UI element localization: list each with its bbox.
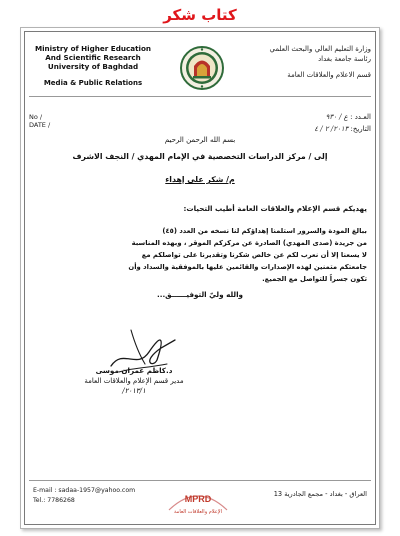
arabic-reference — [231, 111, 371, 135]
english-letterhead — [29, 44, 157, 88]
signer-title: مدير قسم الإعلام والعلاقات العامة — [84, 377, 184, 385]
body-line: تكون جسراً للتواصل مع الجميع. — [262, 275, 367, 283]
greeting: يهديكم قسم الإعلام والعلاقات العامة أطيب التحيات: — [183, 204, 367, 213]
footer-address: العراق - بغداد - مجمع الجادرية 13 — [273, 490, 367, 498]
ar-university: رئاسة جامعة بغداد — [318, 55, 371, 63]
en-ministry: Ministry of Higher Education — [34, 44, 152, 53]
subject-text: م/ شكر على إهداء — [165, 175, 235, 184]
ar-ministry: وزارة التعليم العالي والبحث العلمي — [269, 45, 371, 53]
footer-email: E-mail : sadaa-1957@yahoo.com — [33, 487, 136, 494]
body-line: جامعتكم متمنين لهذه الإصدارات والقائمين عليها بالموفقية والسداد وأن — [128, 263, 367, 271]
body-line: ببالغ المودة والسرور استلمنا إهداؤكم لنا نسخه من العدد (٤٥) — [162, 227, 367, 235]
signer-block — [69, 366, 199, 396]
logo-text: MPRD — [184, 494, 212, 504]
en-date-label: DATE / — [29, 121, 51, 129]
signer-date: ٢٠١٣/١/ — [122, 387, 146, 395]
university-seal-icon — [180, 45, 224, 91]
closing-line: والله وليّ التوفيــــــق... — [156, 290, 244, 299]
en-department: Media & Public Relations — [43, 79, 143, 87]
mprd-logo — [163, 484, 233, 518]
body-line: من جريدة (صدى المهدي) الصادرة عن مركزكم الموقر ، وبهذه المناسبة — [131, 239, 367, 247]
ar-number-row — [231, 111, 371, 123]
logo-subtext: الإعلام والعلاقات العامة — [173, 509, 223, 515]
footer-tel: Tel.: 7786268 — [33, 497, 75, 504]
ar-date-value: ٢٠١٣/ ٢ / ٤ — [314, 125, 349, 133]
body-line: لا يسعنا إلا أن نعرب لكم عن خالص شكرنا وتقديرنا على تواصلكم مع — [141, 251, 367, 259]
letter-page — [20, 27, 380, 529]
addressee: إلى / مركز الدراسات التخصصية في الإمام المهدي / النجف الاشرف — [72, 152, 328, 161]
ar-date-label: التاريخ: — [350, 125, 371, 133]
en-research: And Scientific Research — [45, 53, 141, 62]
ar-number-label: العـدد : — [350, 113, 371, 121]
arabic-letterhead — [251, 44, 371, 80]
ar-date-row — [231, 123, 371, 135]
basmala: بسم الله الرحمن الرحيم — [164, 136, 236, 144]
footer-contact — [33, 486, 135, 506]
footer-divider — [29, 480, 371, 481]
header-divider — [29, 96, 371, 97]
subject-line — [21, 175, 379, 184]
en-university: University of Baghdad — [47, 62, 139, 71]
english-reference — [29, 113, 50, 129]
caption-title: كتاب شكر — [163, 6, 237, 24]
ar-number-value: ع / ٩٣٠ — [325, 113, 348, 121]
letter-body — [33, 225, 367, 285]
ar-department: قسم الاعلام والعلاقات العامة — [287, 71, 371, 79]
signer-name: د.كاظم عمران موسى — [95, 366, 173, 375]
en-no-label: No / — [29, 113, 43, 121]
